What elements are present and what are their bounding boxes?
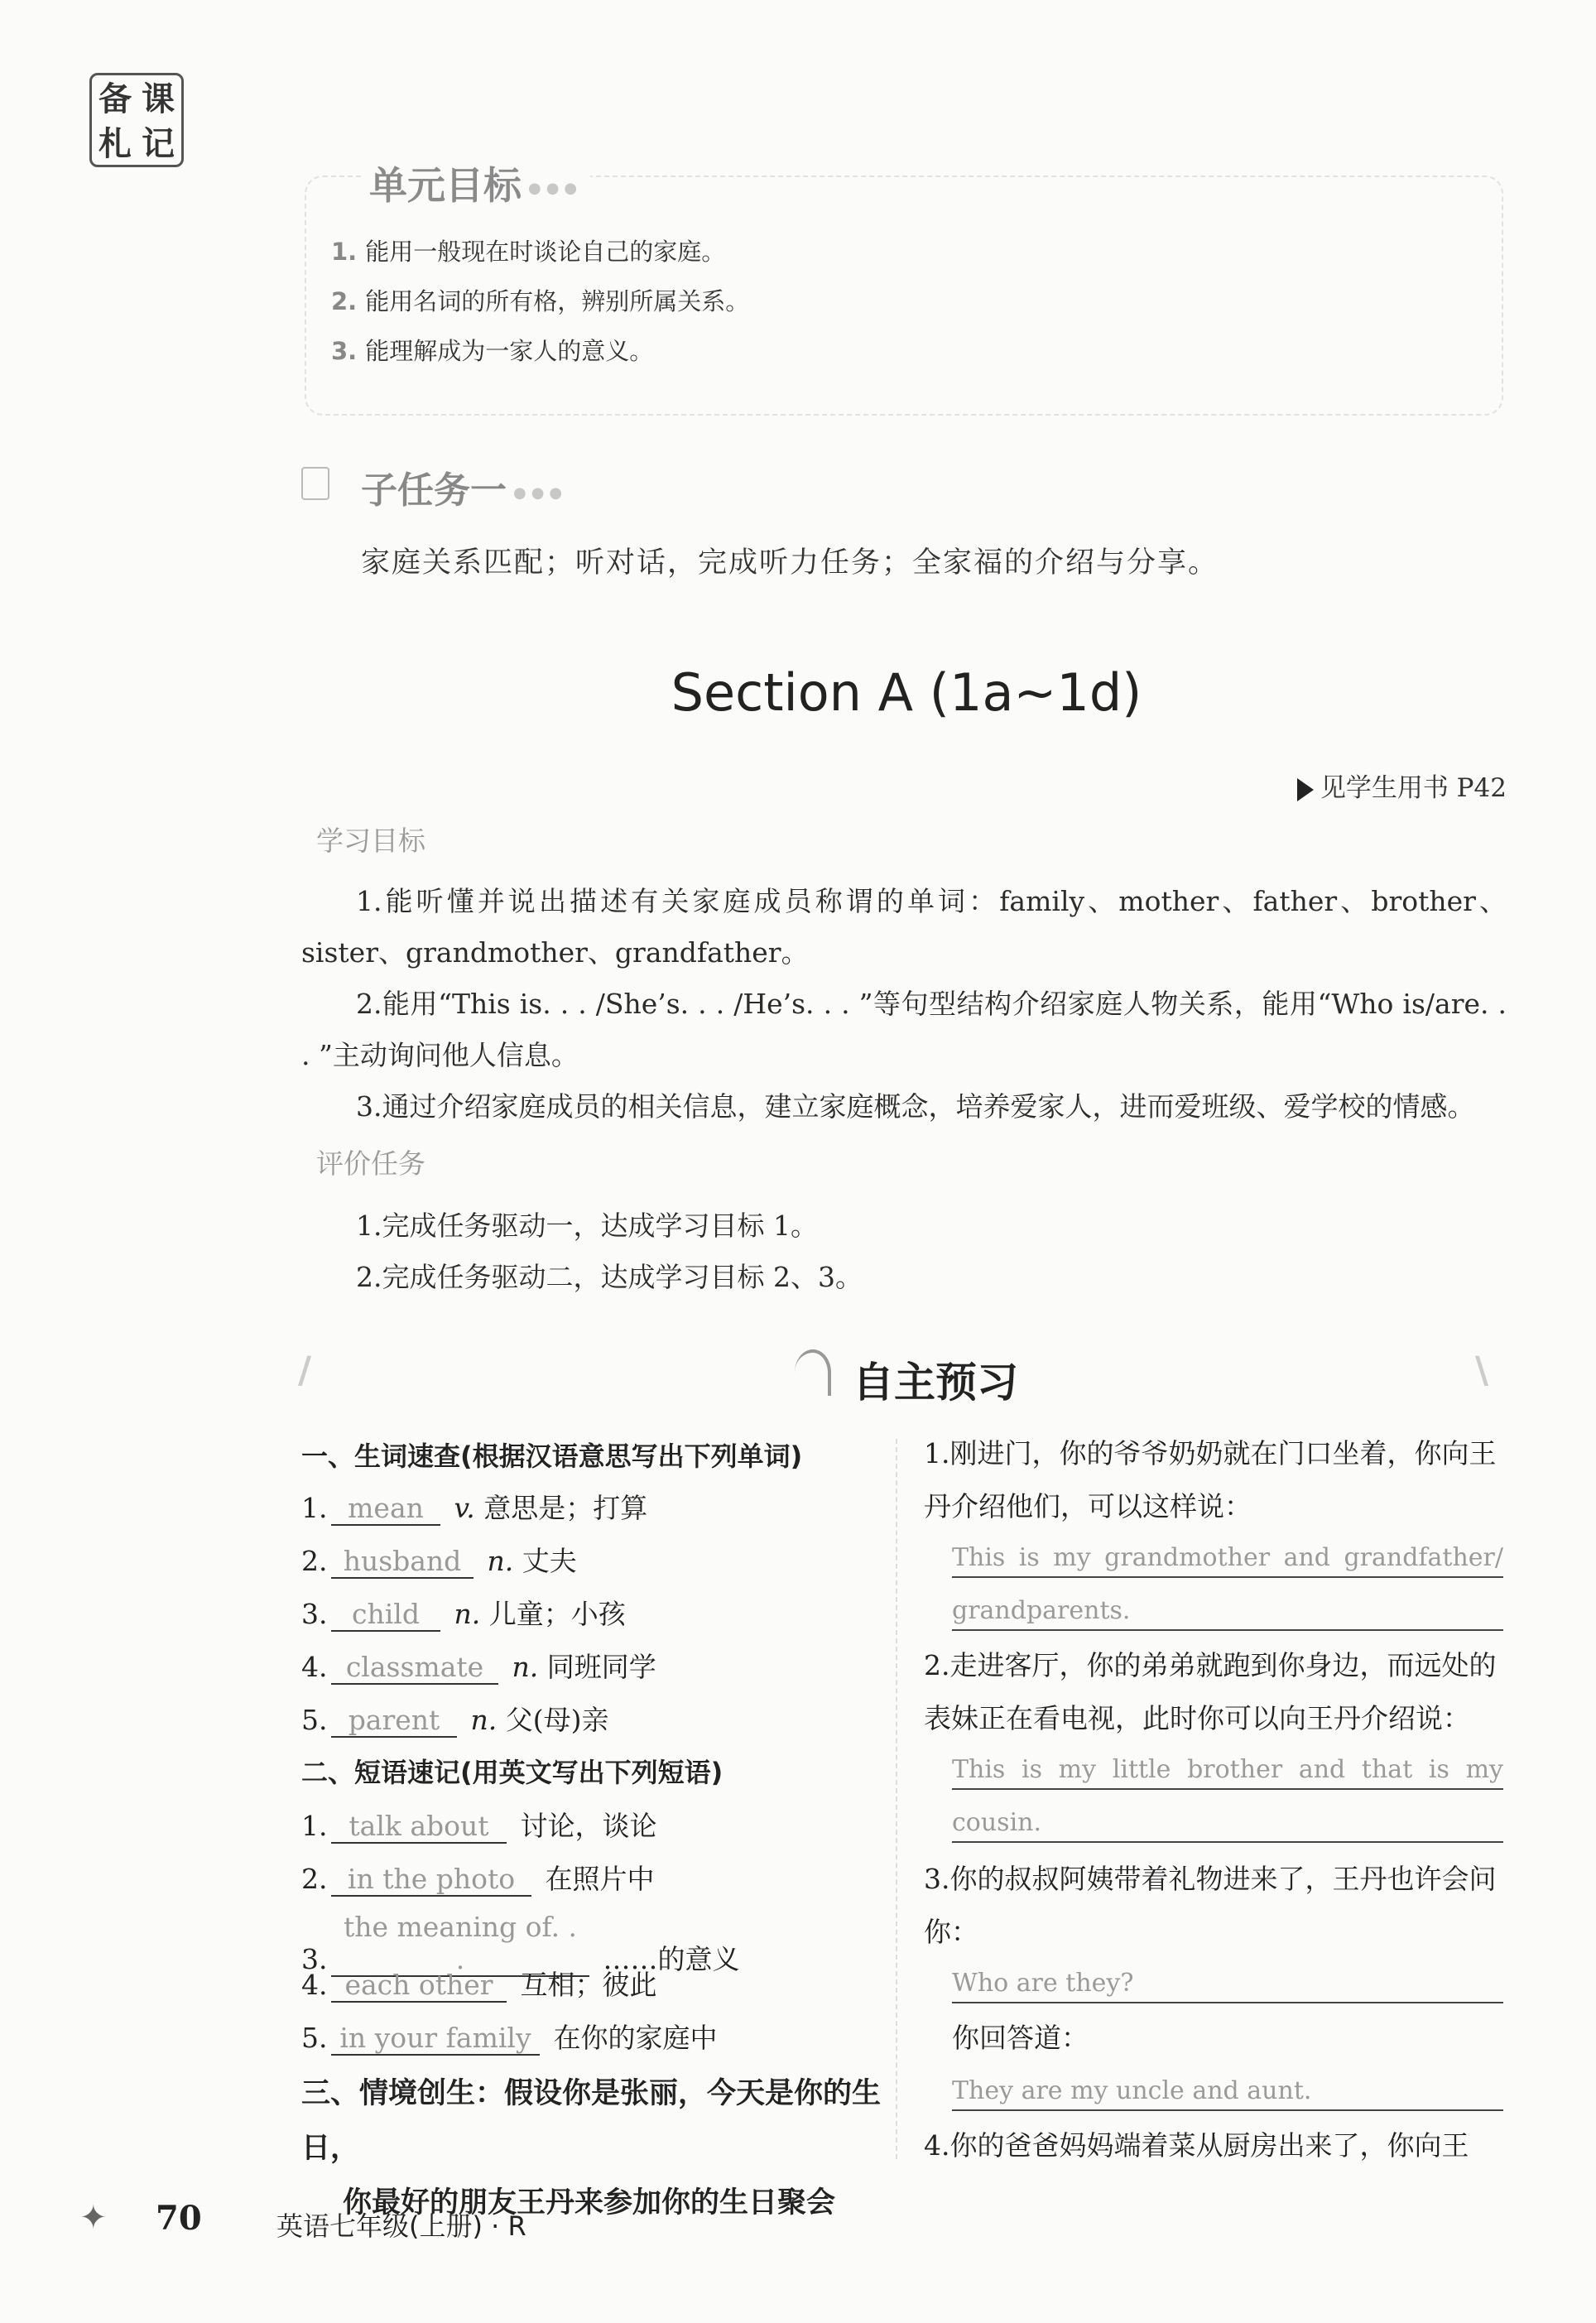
phrase-row: 4. each other 互相；彼此 (301, 1969, 657, 2001)
situation-question-2: 2.走进客厅，你的弟弟就跑到你身边，而远处的表妹正在看电视，此时你可以向王丹介绍说： (924, 1649, 1497, 1734)
phrase-row: 2. in the photo 在照片中 (301, 1863, 655, 1895)
vocab-row: 4. classmate n. 同班同学 (301, 1651, 656, 1683)
evaluation-item: 2.完成任务驱动二，达成学习目标 2、3。 (356, 1261, 863, 1293)
situation-question-4: 4.你的爸爸妈妈端着菜从厨房出来了，你向王 (924, 2129, 1469, 2162)
unit-goals-title: 单元目标 ●●● (361, 156, 590, 210)
logo-char: 记 (142, 124, 175, 163)
vocab-row: 2. husband n. 丈夫 (301, 1545, 577, 1577)
learning-goal-item: 2.能用“This is. . . /She’s. . . /He’s. . . ”等句型结构介绍家庭人物关系，能用“Who is/are. . . ”主动询问他人信息。 (301, 988, 1507, 1071)
phrase-row: 5. in your family 在你的家庭中 (301, 2022, 718, 2054)
unit-goal-item: 2. 能用名词的所有格，辨别所属关系。 (331, 287, 750, 315)
learning-goals-heading: 学习目标 (316, 825, 425, 857)
answer-line: Who are they? (952, 1965, 1503, 2003)
situation-question-1: 1.刚进门，你的爷爷奶奶就在门口坐着，你向王丹介绍他们，可以这样说： (924, 1437, 1497, 1522)
subtask-description: 家庭关系匹配；听对话，完成听力任务；全家福的介绍与分享。 (361, 546, 1219, 580)
vocab-row: 1. mean v. 意思是；打算 (301, 1492, 648, 1524)
subtask-title: 子任务一 ●●● (361, 469, 568, 512)
situation-question-3: 3.你的叔叔阿姨带着礼物进来了，王丹也许会问你： (924, 1863, 1497, 1948)
vocab-row: 3. child n. 儿童；小孩 (301, 1598, 626, 1630)
book-title: 英语七年级(上册) · R (276, 2210, 526, 2242)
unit-goal-item: 1. 能用一般现在时谈论自己的家庭。 (331, 238, 726, 266)
logo-char: 札 (99, 124, 132, 163)
section-title: Section A (1a~1d) (671, 662, 1142, 723)
decor-slash-right: \ (1475, 1349, 1489, 1392)
part1-heading: 一、生词速查(根据汉语意思写出下列单词) (301, 1440, 803, 1472)
column-divider (896, 1439, 897, 2159)
answer-line: This is my grandmother and grandfather/ (952, 1540, 1503, 1578)
logo-char: 课 (142, 79, 175, 118)
evaluation-heading: 评价任务 (316, 1147, 425, 1180)
unit-goal-item: 3. 能理解成为一家人的意义。 (331, 337, 654, 365)
arrow-right-icon (1297, 778, 1314, 801)
decor-slash-left: / (298, 1349, 312, 1392)
reply-label: 你回答道： (952, 2022, 1089, 2054)
footer-decor-icon: ✦ (79, 2199, 108, 2237)
answer-line: They are my uncle and aunt. (952, 2073, 1503, 2111)
page-number: 70 (156, 2199, 202, 2238)
vocab-row: 5. parent n. 父(母)亲 (301, 1704, 609, 1736)
part3-heading: 三、情境创生：假设你是张丽，今天是你的生日， 你最好的朋友王丹来参加你的生日聚会 (301, 2077, 882, 2220)
part2-heading: 二、短语速记(用英文写出下列短语) (301, 1757, 723, 1788)
preview-title: 自主预习 (853, 1359, 1018, 1407)
logo-char: 备 (99, 79, 132, 118)
phrase-row: 3.the meaning of. . . ……的意义 (301, 1911, 740, 1975)
learning-goal-item: 3.通过介绍家庭成员的相关信息，建立家庭概念，培养爱家人，进而爱班级、爱学校的情感。 (356, 1090, 1475, 1123)
pen-icon (795, 1349, 831, 1396)
phrase-row: 1. talk about 讨论，谈论 (301, 1810, 657, 1842)
learning-goal-item: 1.能听懂并说出描述有关家庭成员称谓的单词：family、mother、father、brother、sister、grandmother、grandfather。 (301, 885, 1507, 969)
student-book-reference: 见学生用书 P42 (1297, 767, 1507, 804)
book-icon (301, 467, 329, 500)
answer-line: This is my little brother and that is my (952, 1752, 1503, 1790)
logo-stamp (89, 73, 184, 167)
answer-line: grandparents. (952, 1593, 1503, 1631)
evaluation-item: 1.完成任务驱动一，达成学习目标 1。 (356, 1210, 818, 1242)
answer-line: cousin. (952, 1805, 1503, 1843)
